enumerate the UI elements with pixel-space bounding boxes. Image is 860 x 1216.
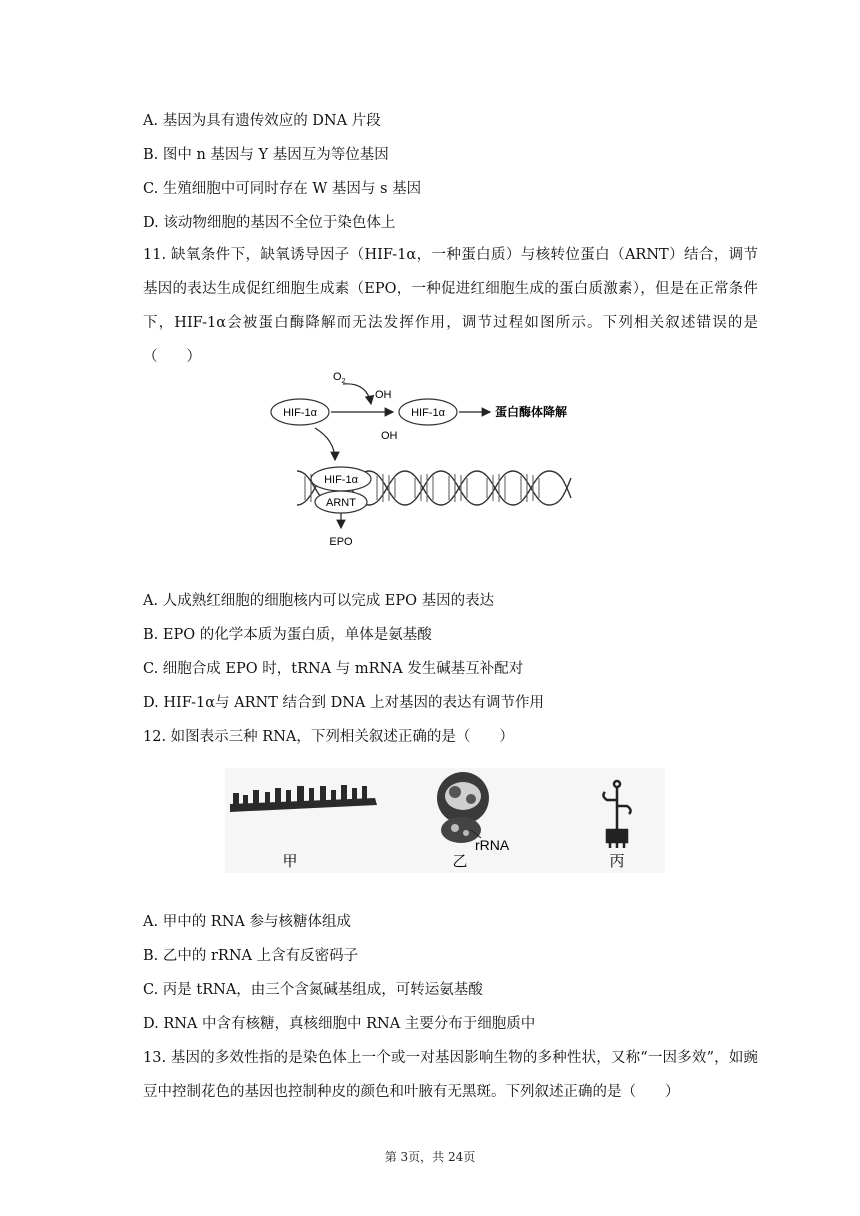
q11-option-c: C. 细胞合成 EPO 时，tRNA 与 mRNA 发生碱基互补配对 [143, 661, 524, 677]
label-bing: 丙 [609, 853, 625, 870]
hif-regulation-figure [265, 368, 595, 553]
q11-option-d: D. HIF-1α与 ARNT 结合到 DNA 上对基因的表达有调节作用 [143, 695, 544, 711]
o2-arrow [343, 384, 371, 404]
q10-option-b: B. 图中 n 基因与 Y 基因互为等位基因 [143, 147, 389, 163]
binding-arrow [315, 428, 335, 460]
q12-stem: 12. 如图表示三种 RNA，下列相关叙述正确的是（ ） [143, 729, 514, 745]
q11-stem: 11. 缺氧条件下，缺氧诱导因子（HIF-1α，一种蛋白质）与核转位蛋白（ARNT）结合，调节基因的表达生成促红细胞生成素（EPO，一种促进红细胞生成的蛋白质激素），但是在正常条件下，HIF-1α会被蛋白酶降解而无法发挥作用，调节过程如图所示。下列相关叙述错误的是（ ） [143, 247, 758, 365]
q10-option-c: C. 生殖细胞中可同时存在 W 基因与 s 基因 [143, 181, 422, 197]
hif-left-label: HIF-1α [283, 407, 317, 419]
q12-option-a: A. 甲中的 RNA 参与核糖体组成 [143, 914, 351, 930]
degrade-label: 蛋白酶体降解 [495, 405, 568, 419]
hif-right-label: HIF-1α [411, 407, 445, 419]
q11-option-a: A. 人成熟红细胞的细胞核内可以完成 EPO 基因的表达 [143, 593, 495, 609]
q10-option-a: A. 基因为具有遗传效应的 DNA 片段 [143, 113, 381, 129]
epo-label: EPO [329, 536, 353, 548]
q10-option-d: D. 该动物细胞的基因不全位于染色体上 [143, 215, 396, 231]
label-yi: 乙 [452, 853, 468, 870]
arnt-label: ARNT [326, 497, 356, 509]
q11-option-b: B. EPO 的化学本质为蛋白质，单体是氨基酸 [143, 627, 432, 643]
q13-stem: 13. 基因的多效性指的是染色体上一个或一对基因影响生物的多种性状，又称“一因多效”，如豌豆中控制花色的基因也控制种皮的颜色和叶腋有无黑斑。下列叙述正确的是（ ） [143, 1050, 758, 1100]
oh-bottom-label: OH [381, 430, 398, 442]
page-footer: 第 3页，共 24页 [384, 1150, 476, 1164]
hif-dna-label: HIF-1α [324, 474, 358, 486]
o2-label: $O_2$ [333, 371, 346, 385]
rrna-label: rRNA [475, 837, 510, 853]
q12-option-d: D. RNA 中含有核糖，真核细胞中 RNA 主要分布于细胞质中 [143, 1016, 536, 1032]
label-jia: 甲 [282, 853, 298, 870]
oh-top-label: OH [375, 389, 392, 401]
three-rna-figure [225, 768, 665, 873]
q12-option-b: B. 乙中的 rRNA 上含有反密码子 [143, 948, 359, 964]
q12-option-c: C. 丙是 tRNA，由三个含氮碱基组成，可转运氨基酸 [143, 982, 483, 998]
